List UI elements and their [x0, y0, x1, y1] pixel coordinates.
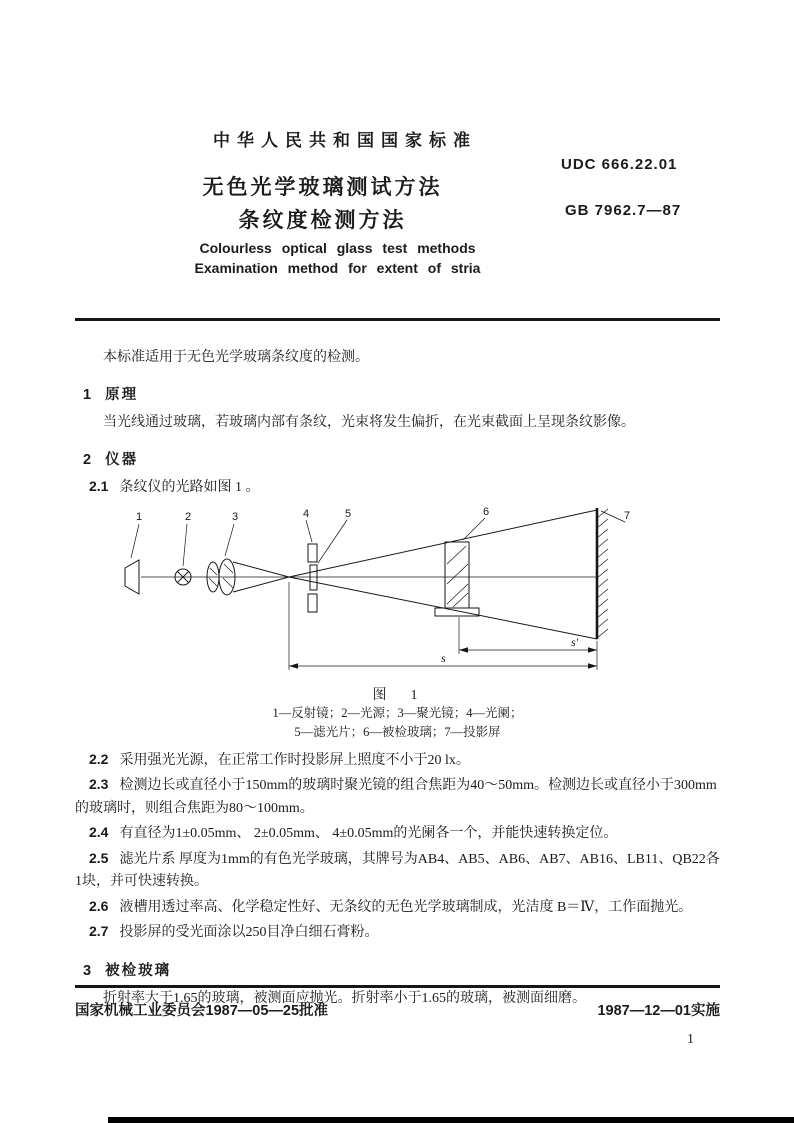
page-number: 1	[687, 1032, 694, 1047]
scan-edge-artifact	[108, 1117, 794, 1123]
section-title: 被检玻璃	[105, 962, 172, 979]
section-title: 原理	[105, 387, 139, 403]
figure-label-6: 6	[483, 505, 490, 518]
dim-s-label: s	[441, 650, 446, 665]
clause-number: 2.6	[89, 897, 109, 914]
aperture-stop	[308, 544, 317, 612]
projection-screen	[597, 508, 608, 639]
dimension-s	[289, 651, 597, 669]
clause-number: 2.4	[89, 824, 109, 840]
clause-number: 2.3	[89, 776, 109, 792]
section-3-body: 折射率大于1.65的玻璃，被测面应抛光。折射率小于1.65的玻璃，被测面细磨。	[103, 990, 586, 1006]
title-english-2: Examination method for extent of stria	[194, 260, 481, 276]
section-number: 3	[83, 962, 92, 979]
color-filter	[310, 565, 317, 590]
figure-label-7: 7	[624, 509, 631, 522]
reflector-mirror	[125, 560, 139, 594]
figure-legend-line-1: 1—反射镜；2—光源；3—聚光镜；4—光阑；	[272, 705, 523, 720]
title-english-1: Colourless optical glass test methods	[199, 240, 476, 256]
clause-text: 液槽用透过率高、化学稳定性好、无条纹的无色光学玻璃制成，光洁度 B＝Ⅳ，工作面抛光。	[119, 899, 693, 915]
dim-s-prime-label: s′	[571, 634, 579, 649]
section-2-heading	[83, 448, 720, 469]
footer	[75, 985, 720, 1020]
clause-2-1	[75, 475, 720, 500]
scope-paragraph: 本标准适用于无色光学玻璃条纹度的检测。	[103, 350, 369, 365]
standard-header: 中华人民共和国国家标准	[213, 131, 477, 150]
figure-label-3: 3	[232, 510, 239, 523]
figure-1-diagram	[97, 506, 697, 676]
section-1-heading	[83, 383, 720, 404]
light-rays	[233, 507, 597, 639]
clause-number: 2.7	[89, 923, 109, 939]
clause-2-4	[75, 821, 720, 846]
figure-label-4: 4	[303, 507, 310, 520]
figure-legend-line-2: 5—滤光片；6—被检玻璃；7—投影屏	[294, 724, 501, 739]
section-title: 仪器	[105, 452, 139, 468]
clause-2-7	[75, 920, 720, 945]
head-rule	[75, 318, 720, 321]
figure-1	[97, 506, 697, 742]
clause-2-3	[75, 773, 720, 820]
clause-text: 投影屏的受光面涂以250目净白细石膏粉。	[119, 925, 379, 940]
dimension-s-prime	[459, 635, 597, 653]
title-line-1: 无色光学玻璃测试方法	[202, 176, 443, 199]
clause-2-2	[75, 748, 720, 773]
clause-text: 滤光片系 厚度为1mm的有色光学玻璃，其牌号为AB4、AB5、AB6、AB7、AB16、LB11、QB22各1块，并可快速转换。	[75, 851, 720, 889]
figure-label-5: 5	[345, 507, 352, 520]
clause-text: 有直径为1±0.05mm、 2±0.05mm、 4±0.05mm的光阑各一个，并能快速转换定位。	[119, 826, 618, 841]
section-number: 1	[83, 387, 92, 403]
clause-number: 2.2	[89, 750, 109, 767]
standard-code: GB 7962.7—87	[565, 202, 682, 219]
clause-number: 2.1	[89, 478, 109, 494]
clause-text: 检测边长或直径小于150mm的玻璃时聚光镜的组合焦距为40～50mm。检测边长或直径小于300mm的玻璃时，则组合焦距为80～100mm。	[75, 778, 717, 816]
figure-label-1: 1	[136, 510, 143, 523]
test-glass	[435, 542, 479, 616]
approval-note: 国家机械工业委员会1987—05—25批准	[75, 1003, 329, 1019]
clause-2-6	[75, 895, 720, 920]
clause-text: 条纹仪的光路如图 1 。	[119, 480, 260, 495]
section-1-body: 当光线通过玻璃，若玻璃内部有条纹，光束将发生偏折，在光束截面上呈现条纹影像。	[103, 415, 635, 430]
figure-label-2: 2	[185, 510, 192, 523]
implementation-date: 1987—12—01实施	[597, 1003, 720, 1019]
clause-text: 采用强光光源，在正常工作时投影屏上照度不小于20 lx。	[119, 752, 470, 768]
clause-2-5	[75, 847, 720, 894]
udc-number: UDC 666.22.01	[561, 156, 678, 173]
section-3-heading	[83, 959, 720, 980]
section-number: 2	[83, 452, 92, 468]
figure-caption: 图 1	[372, 687, 423, 703]
document-head	[75, 118, 720, 318]
title-line-2: 条纹度检测方法	[238, 209, 407, 232]
clause-number: 2.5	[89, 849, 109, 866]
